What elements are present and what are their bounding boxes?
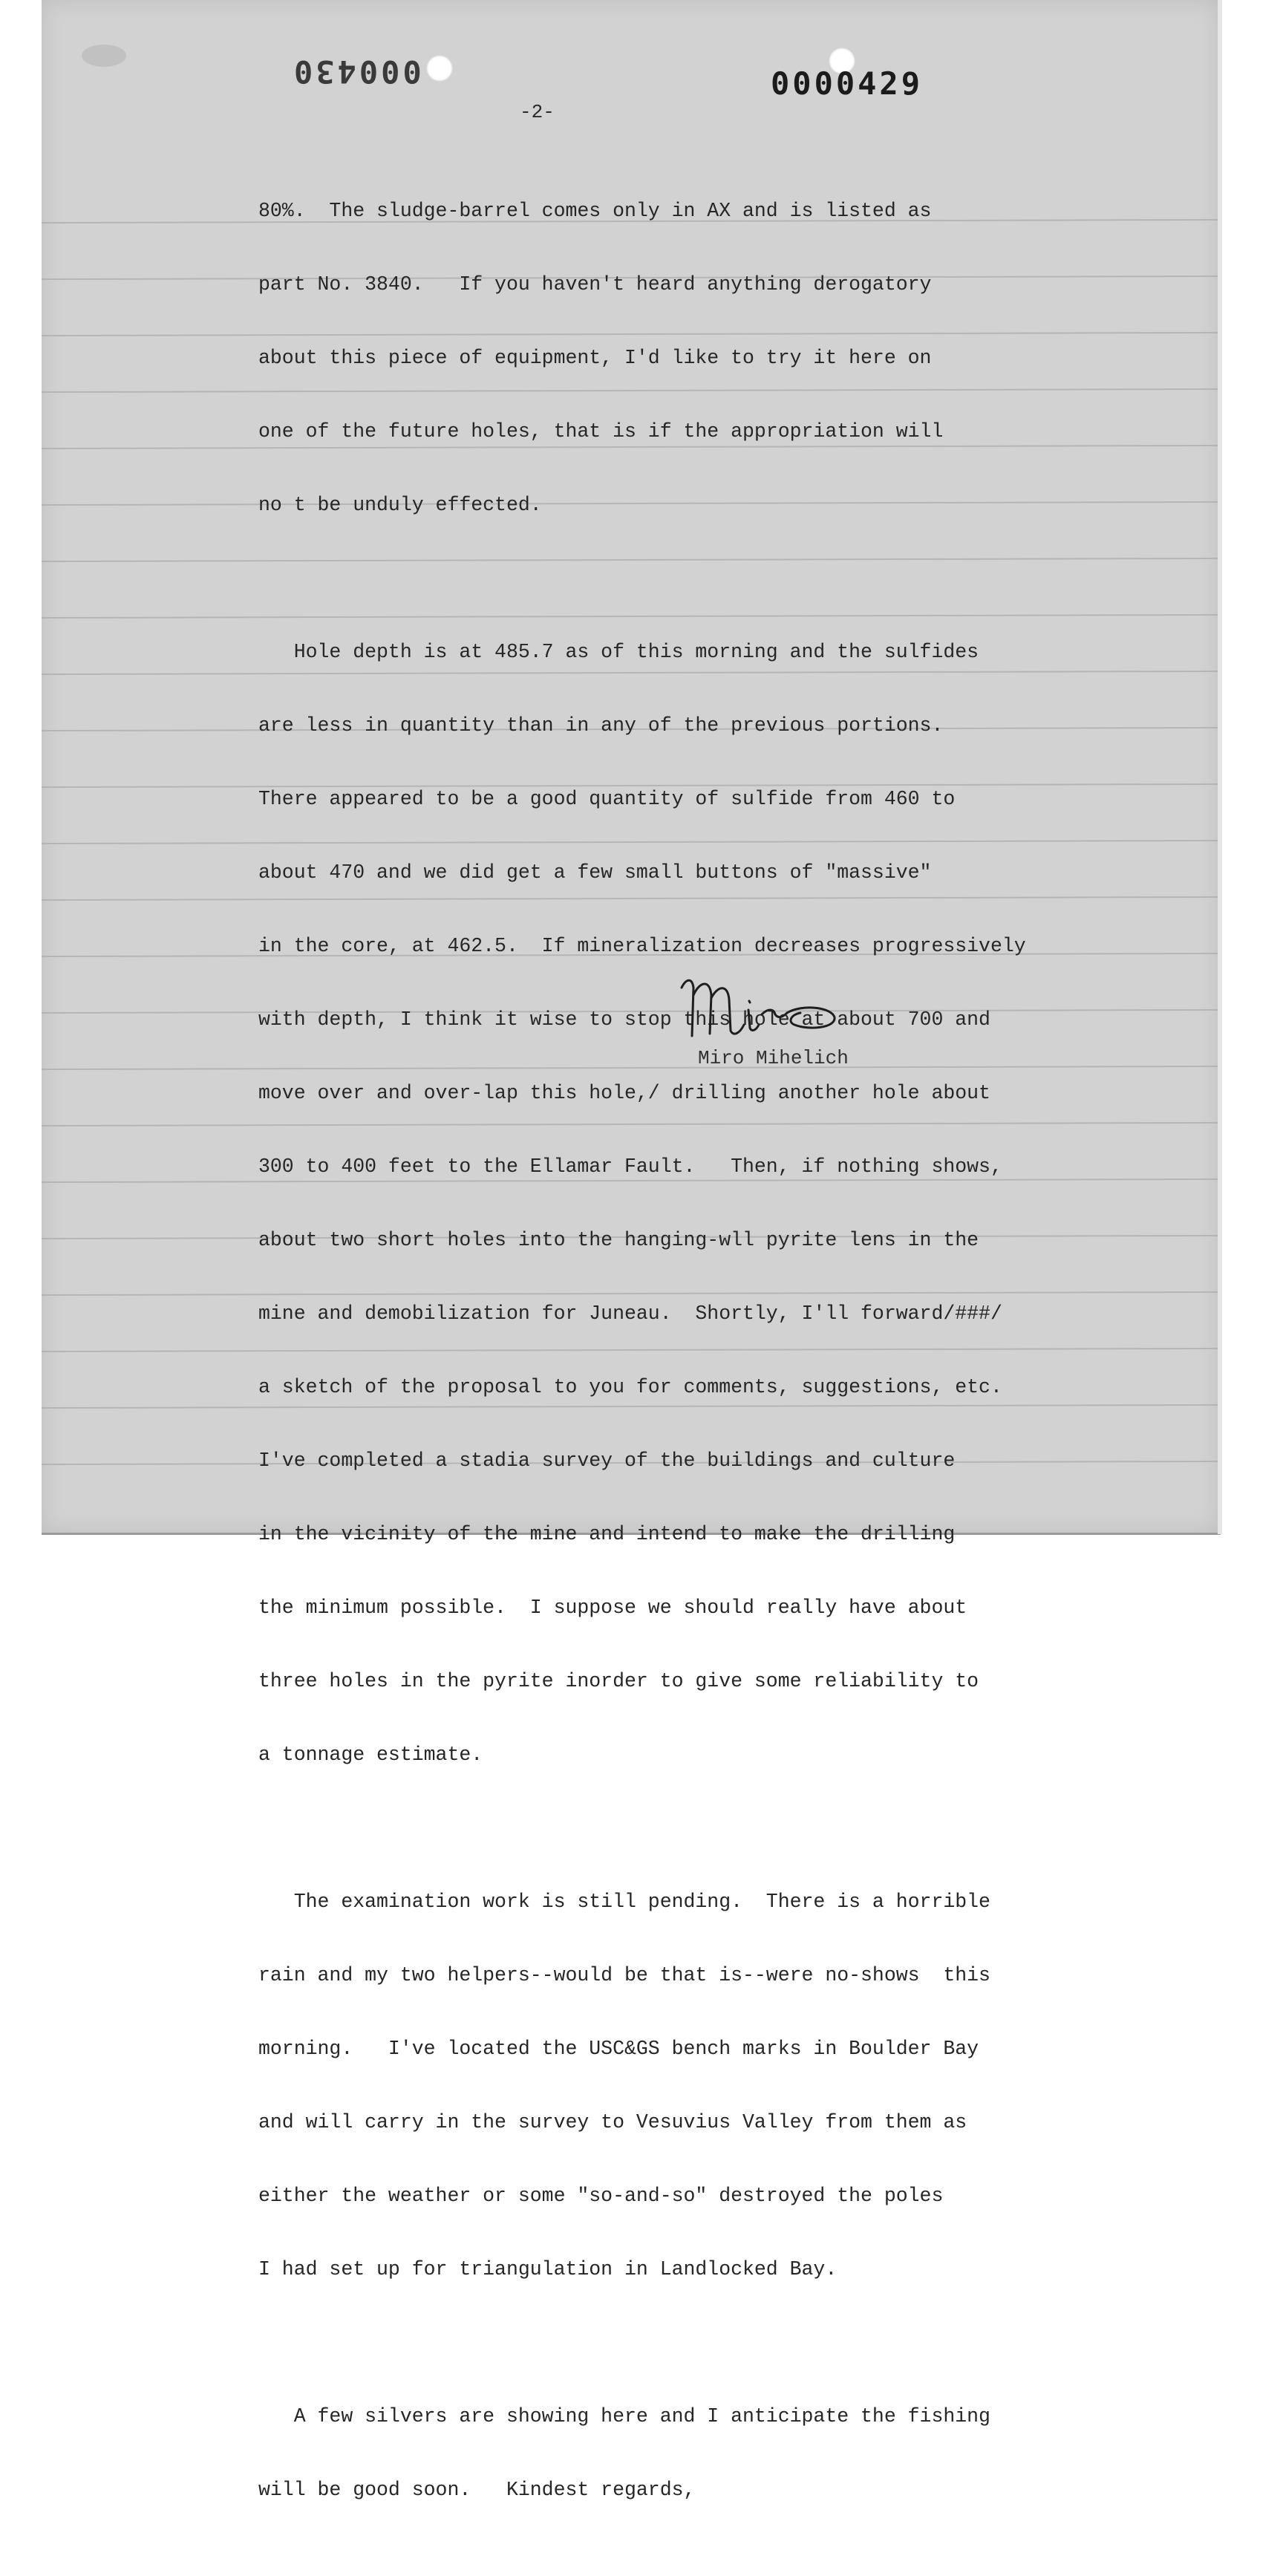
paragraph-4 xyxy=(258,2355,1075,2551)
text-line: mine and demobilization for Juneau. Shortly, I'll forward/###/ xyxy=(258,1302,1002,1325)
text-line: Hole depth is at 485.7 as of this morning and the sulfides xyxy=(258,641,979,663)
page-number: -2- xyxy=(520,101,555,123)
document-stamp-left: 000430 xyxy=(291,53,422,90)
text-line: a tonnage estimate. xyxy=(258,1744,483,1766)
paper-edge xyxy=(1218,0,1222,1534)
punch-hole-left xyxy=(426,55,453,82)
text-line: I had set up for triangulation in Landlocked Bay. xyxy=(258,2258,838,2280)
text-line: The examination work is still pending. There is a horrible xyxy=(258,1891,990,1913)
text-line: are less in quantity than in any of the previous portions. xyxy=(258,714,944,737)
text-line: in the vicinity of the mine and intend to make the drilling xyxy=(258,1523,956,1545)
text-line: 300 to 400 feet to the Ellamar Fault. Then, if nothing shows, xyxy=(258,1155,1002,1178)
text-line: either the weather or some "so-and-so" destroyed the poles xyxy=(258,2185,944,2207)
paragraph-3 xyxy=(258,1841,1075,2331)
text-line: in the core, at 462.5. If mineralization decreases progressively xyxy=(258,935,1026,957)
text-line: part No. 3840. If you haven't heard anything derogatory xyxy=(258,273,932,296)
text-line: will be good soon. Kindest regards, xyxy=(258,2479,696,2501)
paragraph-1 xyxy=(258,150,1075,567)
text-line: A few silvers are showing here and I anticipate the fishing xyxy=(258,2405,990,2427)
text-line: a sketch of the proposal to you for comments, suggestions, etc. xyxy=(258,1376,1002,1398)
text-line: the minimum possible. I suppose we should really have about xyxy=(258,1597,967,1619)
text-line: one of the future holes, that is if the appropriation will xyxy=(258,420,944,443)
text-line: about two short holes into the hanging-wll pyrite lens in the xyxy=(258,1229,979,1251)
letter-body xyxy=(258,150,1075,2576)
text-line: I've completed a stadia survey of the buildings and culture xyxy=(258,1450,956,1472)
text-line: and will carry in the survey to Vesuvius Valley from them as xyxy=(258,2111,967,2133)
text-line: about 470 and we did get a few small buttons of "massive" xyxy=(258,861,932,884)
text-line: morning. I've located the USC&GS bench marks in Boulder Bay xyxy=(258,2038,979,2060)
paragraph-2 xyxy=(258,591,1075,1816)
text-line: rain and my two helpers--would be that is--were no-shows this xyxy=(258,1964,990,1986)
text-line: There appeared to be a good quantity of sulfide from 460 to xyxy=(258,788,956,810)
signer-name: Miro Mihelich xyxy=(698,1047,849,1069)
text-line: 80%. The sludge-barrel comes only in AX and is listed as xyxy=(258,200,932,222)
text-line: three holes in the pyrite inorder to give some reliability to xyxy=(258,1670,979,1692)
text-line: about this piece of equipment, I'd like to try it here on xyxy=(258,347,932,369)
handwritten-signature xyxy=(676,965,869,1047)
paper-smudge xyxy=(82,45,126,67)
text-line: move over and over-lap this hole,/ drilling another hole about xyxy=(258,1082,990,1104)
text-line: with depth, I think it wise to stop this hole at about 700 and xyxy=(258,1008,990,1031)
document-stamp-right: 0000429 xyxy=(771,65,924,102)
text-line: no t be unduly effected. xyxy=(258,494,542,516)
